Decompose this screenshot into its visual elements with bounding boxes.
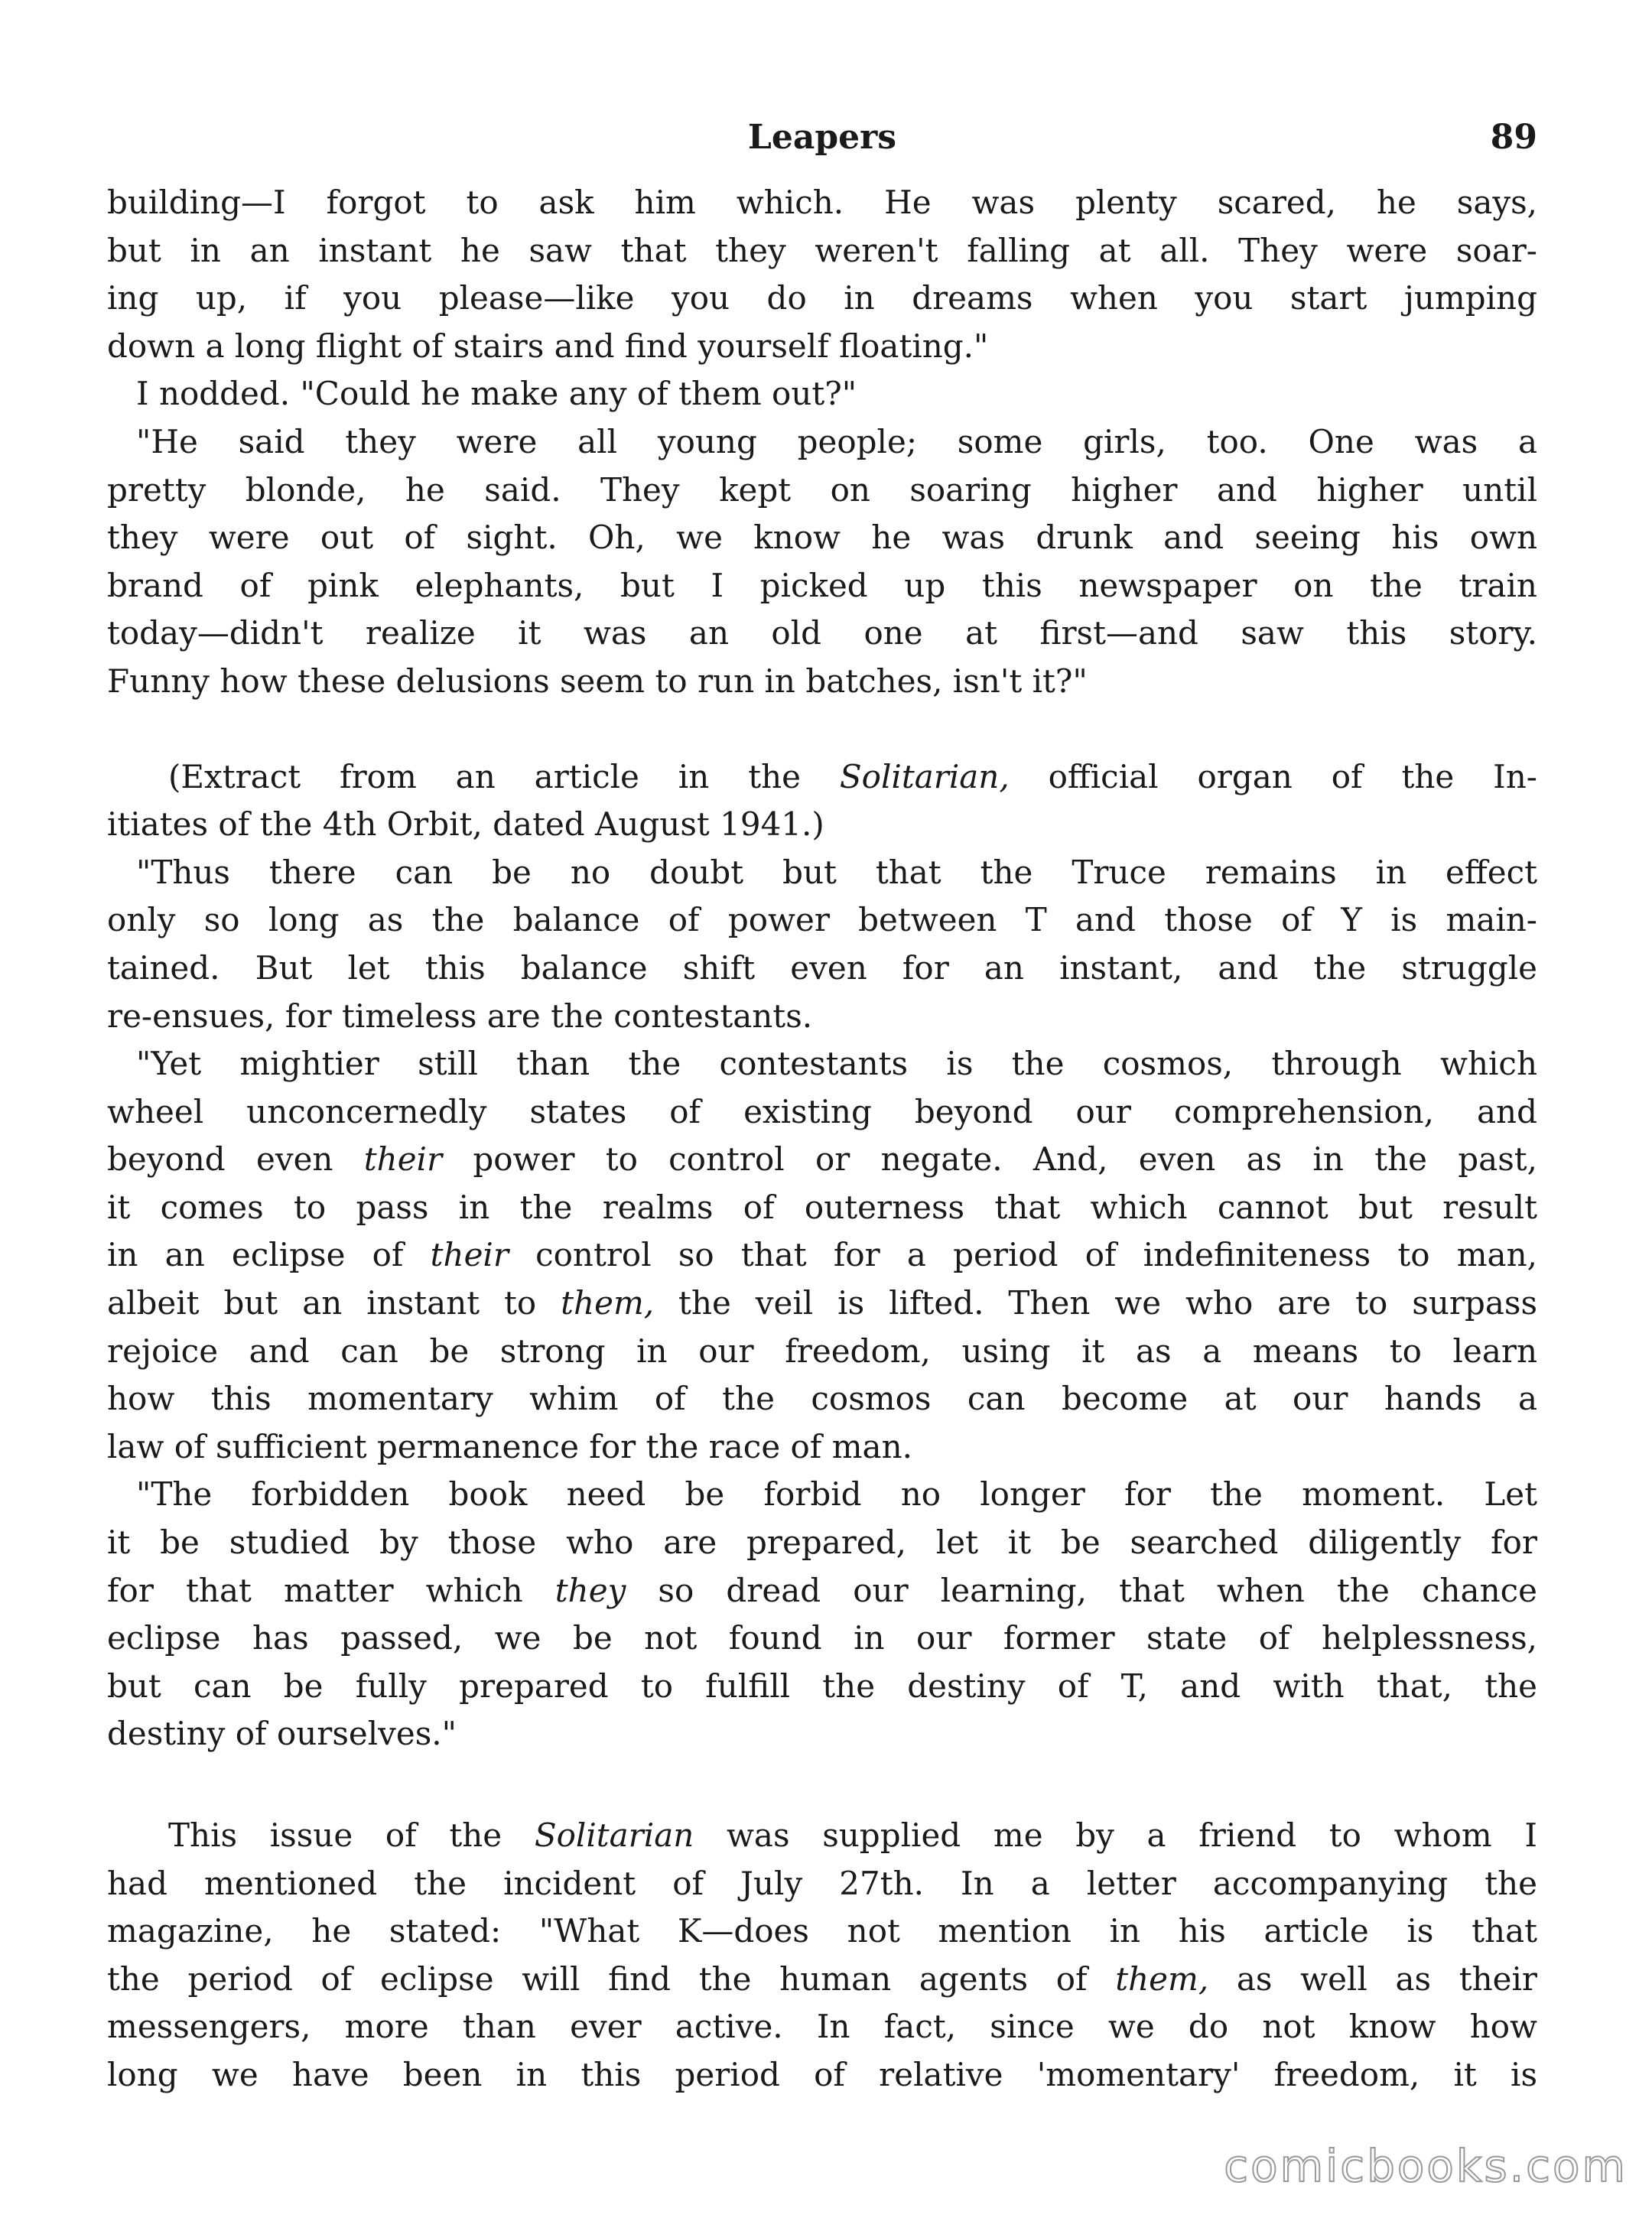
text-line: it be studied by those who are prepared, let it be searched diligently for — [107, 1524, 1537, 1562]
text-run: beyond even — [107, 1140, 364, 1179]
text-line: it comes to pass in the realms of outerness that which cannot but result — [107, 1188, 1537, 1226]
text-run: was supplied me by a friend to whom I — [694, 1816, 1538, 1854]
text-run: power to control or negate. And, even as in the past, — [442, 1140, 1537, 1179]
text-line: but in an instant he saw that they weren't falling at all. They were soar- — [107, 231, 1537, 269]
extract-intro — [107, 753, 1537, 849]
text-line: I nodded. "Could he make any of them out?" — [136, 375, 857, 413]
text-line: how this momentary whim of the cosmos can become at our hands a — [107, 1380, 1537, 1418]
italic-word: them, — [561, 1284, 655, 1322]
text-line — [107, 753, 1537, 802]
text-line — [107, 1136, 1537, 1184]
text-line: law of sufficient permanence for the race of man. — [107, 1427, 912, 1465]
text-line: tained. But let this balance shift even for an instant, and the struggle — [107, 948, 1537, 987]
text-line: building—I forgot to ask him which. He was plenty scared, he says, — [107, 184, 1537, 221]
paragraph — [107, 849, 1537, 1040]
italic-word: them, — [1115, 1959, 1209, 1998]
text-line: "The forbidden book need be forbid no longer for the moment. Let — [136, 1475, 1537, 1514]
text-line: eclipse has passed, we be not found in our former state of helplessness, — [107, 1619, 1537, 1657]
text-line: ing up, if you please—like you do in dreams when you start jumping — [107, 279, 1537, 317]
italic-title: Solitarian — [534, 1816, 694, 1854]
text-line: destiny of ourselves." — [107, 1715, 457, 1753]
text-line: "He said they were all young people; some girls, too. One was a — [136, 422, 1537, 460]
book-page — [107, 115, 1537, 2099]
text-line: they were out of sight. Oh, we know he was drunk and seeing his own — [107, 519, 1537, 557]
text-line — [107, 1567, 1537, 1615]
text-line: brand of pink elephants, but I picked up this newspaper on the train — [107, 566, 1537, 604]
paragraph-continuation — [107, 179, 1537, 370]
paragraph — [107, 1471, 1537, 1758]
text-line — [107, 1812, 1537, 1860]
page-number: 89 — [1490, 118, 1537, 157]
running-title: Leapers — [747, 118, 897, 157]
text-line: messengers, more than ever active. In fact, since we do not know how — [107, 2008, 1537, 2046]
italic-word: their — [363, 1140, 443, 1179]
text-run: the period of eclipse will find the human agents of — [107, 1959, 1116, 1998]
paragraph — [107, 1812, 1537, 2099]
text-line: down a long flight of stairs and find yourself floating." — [107, 327, 989, 365]
italic-title: Solitarian, — [839, 757, 1010, 795]
paragraph — [107, 1040, 1537, 1471]
text-line: magazine, he stated: "What K—does not mention in his article is that — [107, 1912, 1537, 1950]
text-line: today—didn't realize it was an old one at first—and saw this story. — [107, 614, 1537, 652]
text-line — [107, 1280, 1537, 1328]
section-gap — [107, 706, 1537, 753]
italic-word: they — [554, 1571, 626, 1609]
text-line — [107, 1231, 1537, 1280]
text-run: (Extract from an article in the — [168, 757, 840, 795]
text-line: long we have been in this period of relative 'momentary' freedom, it is — [107, 2055, 1537, 2093]
text-line: only so long as the balance of power between T and those of Y is main- — [107, 901, 1537, 939]
text-line — [107, 1956, 1537, 2004]
text-line: "Yet mightier still than the contestants is the cosmos, through which — [136, 1045, 1537, 1083]
text-line: had mentioned the incident of July 27th. In a letter accompanying the — [107, 1864, 1537, 1902]
text-line: Funny how these delusions seem to run in batches, isn't it?" — [107, 662, 1088, 700]
page-header — [107, 115, 1537, 168]
text-run: as well as their — [1208, 1959, 1538, 1998]
text-line: itiates of the 4th Orbit, dated August 1941.) — [107, 805, 824, 844]
text-run: for that matter which — [107, 1571, 555, 1609]
text-run: This issue of the — [168, 1816, 535, 1854]
paragraph — [107, 418, 1537, 706]
paragraph — [107, 370, 1537, 418]
text-line: wheel unconcernedly states of existing beyond our comprehension, and — [107, 1092, 1537, 1130]
text-run: albeit but an instant to — [107, 1284, 561, 1322]
section-gap — [107, 1758, 1537, 1812]
text-run: so dread our learning, that when the chance — [626, 1571, 1537, 1609]
watermark: comicbooks.com — [1224, 2140, 1628, 2192]
text-line: rejoice and can be strong in our freedom, using it as a means to learn — [107, 1332, 1537, 1370]
italic-word: their — [430, 1236, 509, 1274]
text-line: but can be fully prepared to fulfill the destiny of T, and with that, the — [107, 1667, 1537, 1705]
text-line: re-ensues, for timeless are the contestants. — [107, 997, 813, 1035]
text-run: the veil is lifted. Then we who are to surpass — [654, 1284, 1537, 1322]
text-run: control so that for a period of indefiniteness to man, — [508, 1236, 1537, 1274]
text-line: pretty blonde, he said. They kept on soaring higher and higher until — [107, 470, 1537, 509]
text-run: official organ of the In- — [1009, 757, 1538, 795]
text-run: in an eclipse of — [107, 1236, 431, 1274]
text-line: "Thus there can be no doubt but that the Truce remains in effect — [136, 853, 1537, 891]
